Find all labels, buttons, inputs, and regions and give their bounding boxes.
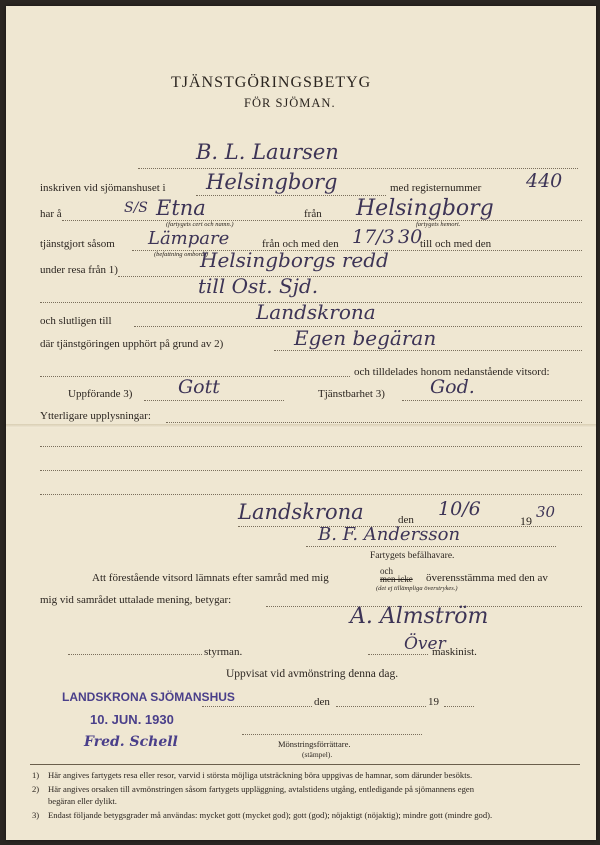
stamp-line1: LANDSKRONA SJÖMANSHUS xyxy=(62,690,235,704)
dotted-line xyxy=(40,494,582,495)
label-har-a: har å xyxy=(40,208,62,220)
dotted-line xyxy=(40,470,582,471)
hw-town: Helsingborg xyxy=(206,170,338,194)
label-befalhavare: Fartygets befälhavare. xyxy=(370,551,455,561)
label-inskriven: inskriven vid sjömanshuset i xyxy=(40,182,166,194)
label-tilldelades: och tilldelades honom nedanstående vitsord: xyxy=(354,366,550,378)
document-subtitle: FÖR SJÖMAN. xyxy=(244,96,336,110)
dotted-line xyxy=(274,350,582,351)
dotted-line xyxy=(40,446,582,447)
dotted-line xyxy=(368,654,428,655)
label-ytterligare: Ytterligare upplysningar: xyxy=(40,410,151,422)
dotted-line xyxy=(62,220,582,221)
hw-homeport: Helsingborg xyxy=(356,196,494,221)
hw-place: Landskrona xyxy=(238,500,364,524)
label-upphort: där tjänstgöringen upphört på grund av 2) xyxy=(40,338,224,350)
hw-date: 10/6 xyxy=(438,498,481,520)
label-mig-vid: mig vid samrådet uttalade mening, betygar: xyxy=(40,594,232,606)
certificate-document xyxy=(6,6,596,840)
hw-engineer-rank: Över xyxy=(404,634,446,654)
label-stampel: (stämpel). xyxy=(302,750,333,759)
hw-master: B. F. Andersson xyxy=(318,524,461,545)
label-uppforande: Uppförande 3) xyxy=(68,388,133,400)
label-overens: överensstämma med den av xyxy=(426,572,548,584)
label-tjanstgjort: tjänstgjort såsom xyxy=(40,238,115,250)
label-under-resa: under resa från 1) xyxy=(40,264,118,276)
dotted-line xyxy=(138,168,578,169)
paper-fold xyxy=(6,424,596,428)
dotted-line xyxy=(68,654,202,655)
hw-name: B. L. Laursen xyxy=(196,140,339,164)
hw-voyage1: Helsingborgs redd xyxy=(200,248,389,272)
stamp-line3: Fred. Schell xyxy=(84,734,178,750)
hw-conduct: Gott xyxy=(178,376,220,398)
label-att-forst: Att förestående vitsord lämnats efter samråd med mig xyxy=(92,572,329,584)
footnote-2-cont: begäran eller dylikt. xyxy=(48,796,117,806)
footnote-2-num: 2) xyxy=(32,784,40,794)
label-den: den xyxy=(398,514,414,526)
dotted-line xyxy=(306,546,556,547)
hw-voyage2: till Ost. Sjd. xyxy=(198,274,319,298)
dotted-line xyxy=(336,706,426,707)
label-styrman: styrman. xyxy=(204,646,243,658)
label-maskinist: maskinist. xyxy=(432,646,477,658)
year-printed: 19 xyxy=(520,514,532,528)
label-monstring: Mönstringsförrättare. xyxy=(278,739,351,749)
label-och: och xyxy=(380,566,393,576)
hw-position: Lämpare xyxy=(148,228,230,249)
hw-engineer: A. Almström xyxy=(350,604,489,629)
label-till-med: till och med den xyxy=(420,238,492,250)
label-tjanstbarhet: Tjänstbarhet 3) xyxy=(318,388,385,400)
hw-regnum: 440 xyxy=(526,170,563,192)
hw-year: 30 xyxy=(536,503,556,521)
footnote-3: Endast följande betygsgrader må användas: mycket gott (mycket god); gott (god); nöjaktigt (nöjaktig); mindre gott (mindre god). xyxy=(48,810,493,820)
label-men-icke: men icke xyxy=(380,574,413,584)
dotted-line xyxy=(144,400,284,401)
hw-service: God. xyxy=(430,376,475,398)
label-slutligen: och slutligen till xyxy=(40,315,112,327)
hw-final: Landskrona xyxy=(256,300,376,324)
dotted-line xyxy=(166,422,582,423)
hw-start-year: 30 xyxy=(398,226,423,248)
dotted-line xyxy=(242,734,422,735)
label-year2: 19 xyxy=(428,696,439,708)
dotted-line xyxy=(444,706,474,707)
hw-ship: Etna xyxy=(156,196,206,220)
label-cert: (fartygets cert och namn.) xyxy=(166,221,234,228)
footnote-1: Här angives fartygets resa eller resor, varvid i största möjliga utsträckning böra uppgivas de hamnar, som därunder besökts. xyxy=(48,770,473,780)
label-befattning: (befattning ombord.) xyxy=(154,251,208,258)
dotted-line xyxy=(118,276,582,277)
dotted-line xyxy=(202,706,312,707)
footnote-3-num: 3) xyxy=(32,810,40,820)
label-uppvisat: Uppvisat vid avmönstring denna dag. xyxy=(226,668,399,680)
hw-reason: Egen begäran xyxy=(294,326,437,350)
label-tillampliga: (det ej tillämpliga överstrykes.) xyxy=(376,585,458,592)
hw-start-date: 17/3 xyxy=(352,226,395,248)
footnote-1-num: 1) xyxy=(32,770,40,780)
hw-ship-prefix: S/S xyxy=(124,200,148,216)
footnote-divider xyxy=(30,764,580,765)
label-fran-med: från och med den xyxy=(262,238,339,250)
label-hemort: fartygets hemort. xyxy=(416,221,461,228)
dotted-line xyxy=(402,400,582,401)
footnote-2: Här angives orsaken till avmönstringen såsom fartygets uppläggning, avtalstidens utgång, entledigande på sjömannens egen xyxy=(48,784,475,794)
stamp-line2: 10. JUN. 1930 xyxy=(90,712,174,727)
label-reg: med registernummer xyxy=(390,182,482,194)
document-title: TJÄNSTGÖRINGSBETYG xyxy=(171,74,372,91)
label-den2: den xyxy=(314,696,330,708)
label-fran: från xyxy=(304,208,322,220)
